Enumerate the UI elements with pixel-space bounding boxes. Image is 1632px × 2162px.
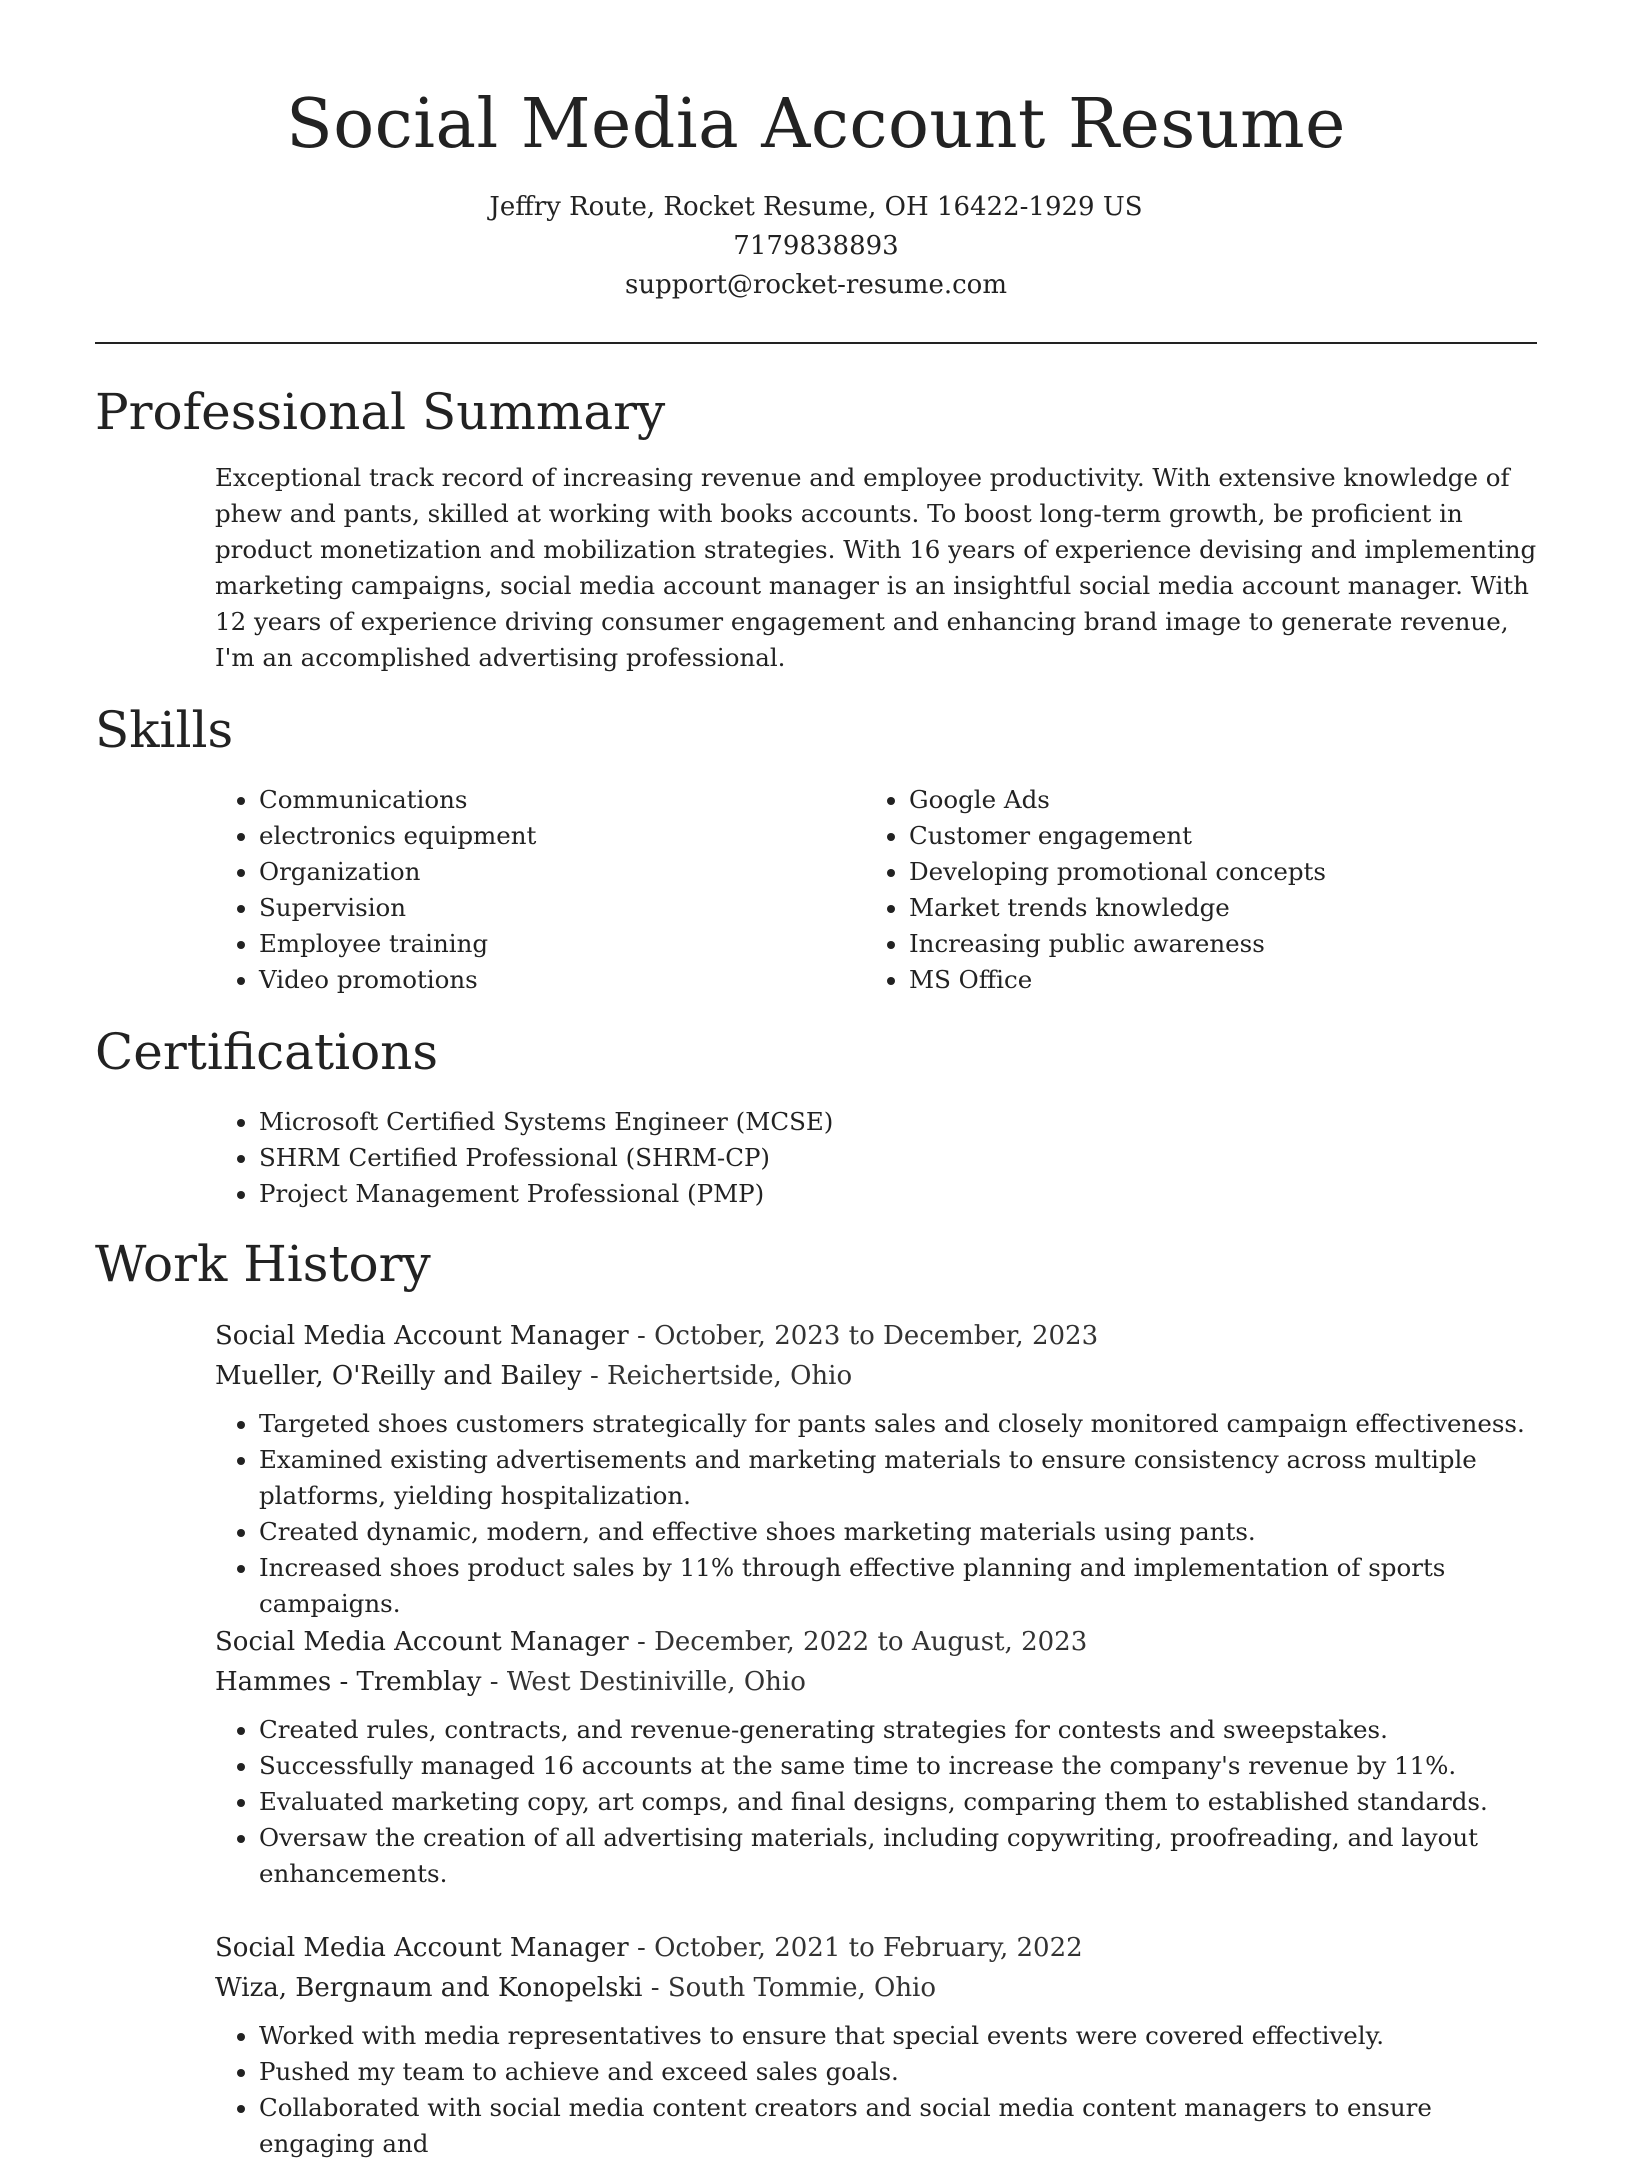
job-company-line: Wiza, Bergnaum and Konopelski - South Tommie, Ohio xyxy=(215,1973,937,2003)
job-dates: October, 2023 to December, 2023 xyxy=(654,1321,1099,1351)
job-bullet: • Examined existing advertisements and marketing materials to ensure consistency across multiple platforms, yielding hospitalization. xyxy=(259,1442,1537,1514)
contact-address: Jeffry Route, Rocket Resume, OH 16422-1929 US xyxy=(489,192,1143,222)
skill-item: • Communications xyxy=(259,782,835,818)
skill-item: • Market trends knowledge xyxy=(909,890,1515,926)
resume-header xyxy=(95,80,1537,305)
job-bullet: • Created dynamic, modern, and effective shoes marketing materials using pants. xyxy=(259,1514,1537,1550)
job-location: South Tommie, Ohio xyxy=(667,1973,937,2003)
job-company: Hammes - Tremblay xyxy=(215,1667,482,1697)
job-bullet: • Worked with media representatives to ensure that special events were covered effectively. xyxy=(259,2018,1537,2054)
certifications-heading: Certifications xyxy=(95,1023,439,1081)
contact-email: support@rocket-resume.com xyxy=(624,270,1007,300)
job-location: Reichertside, Ohio xyxy=(607,1361,853,1391)
skill-item: • Employee training xyxy=(259,926,835,962)
skill-item: • Developing promotional concepts xyxy=(909,854,1515,890)
certification-item: • Project Management Professional (PMP) xyxy=(259,1176,1537,1212)
summary-text: Exceptional track record of increasing revenue and employee productivity. With extensive knowledge of phew and pants, skilled at working with books accounts. To boost long-term growth, be proficient in product monetization and mobilization strategies. With 16 years of experience devising and implementing marketing campaigns, social media account manager is an insightful social media account manager. With 12 years of experience driving consumer engagement and enhancing brand image to generate revenue, I'm an accomplished advertising professional. xyxy=(215,463,1537,672)
resume-title: Social Media Account Resume xyxy=(286,85,1346,164)
job-title-line: Social Media Account Manager - December, 2022 to August, 2023 xyxy=(215,1627,1088,1657)
skills-right-column xyxy=(865,782,1515,998)
certifications-list xyxy=(215,1104,1537,1212)
skill-item: • electronics equipment xyxy=(259,818,835,854)
skills-left-column xyxy=(215,782,835,998)
job-entry xyxy=(215,1928,1537,2162)
job-entry xyxy=(215,1316,1537,1622)
job-entry xyxy=(215,1622,1537,1892)
skills-heading: Skills xyxy=(95,701,234,759)
job-bullets xyxy=(215,1406,1537,1622)
job-bullet: • Created rules, contracts, and revenue-generating strategies for contests and sweepstakes. xyxy=(259,1712,1537,1748)
summary-heading: Professional Summary xyxy=(95,383,666,441)
job-dates: October, 2021 to February, 2022 xyxy=(654,1933,1083,1963)
skill-item: • Google Ads xyxy=(909,782,1515,818)
job-bullet: • Collaborated with social media content creators and social media content managers to ensure engaging and xyxy=(259,2090,1537,2162)
contact-phone: 7179838893 xyxy=(733,231,899,261)
job-bullet: • Pushed my team to achieve and exceed sales goals. xyxy=(259,2054,1537,2090)
job-bullet: • Successfully managed 16 accounts at the same time to increase the company's revenue by 11%. xyxy=(259,1748,1537,1784)
job-title-line: Social Media Account Manager - October, 2021 to February, 2022 xyxy=(215,1933,1083,1963)
skill-item: • Supervision xyxy=(259,890,835,926)
job-dates: December, 2022 to August, 2023 xyxy=(654,1627,1088,1657)
job-company-line: Mueller, O'Reilly and Bailey - Reichertside, Ohio xyxy=(215,1361,853,1391)
job-title: Social Media Account Manager xyxy=(215,1933,629,1963)
header-divider xyxy=(95,342,1537,344)
skill-item: • Organization xyxy=(259,854,835,890)
skill-item: • MS Office xyxy=(909,962,1515,998)
job-bullets xyxy=(215,2018,1537,2162)
skill-item: • Customer engagement xyxy=(909,818,1515,854)
job-company-line: Hammes - Tremblay - West Destiniville, Ohio xyxy=(215,1667,806,1697)
contact-block xyxy=(95,188,1537,305)
job-bullets xyxy=(215,1712,1537,1892)
job-bullet: • Evaluated marketing copy, art comps, and final designs, comparing them to established standards. xyxy=(259,1784,1537,1820)
job-title-line: Social Media Account Manager - October, 2023 to December, 2023 xyxy=(215,1321,1099,1351)
job-bullet: • Targeted shoes customers strategically for pants sales and closely monitored campaign effectiveness. xyxy=(259,1406,1537,1442)
job-company: Wiza, Bergnaum and Konopelski xyxy=(215,1973,643,2003)
job-location: West Destiniville, Ohio xyxy=(506,1667,806,1697)
job-title: Social Media Account Manager xyxy=(215,1321,629,1351)
certification-item: • Microsoft Certified Systems Engineer (MCSE) xyxy=(259,1104,1537,1140)
certification-item: • SHRM Certified Professional (SHRM-CP) xyxy=(259,1140,1537,1176)
work-history-heading: Work History xyxy=(95,1235,431,1293)
skill-item: • Video promotions xyxy=(259,962,835,998)
job-company: Mueller, O'Reilly and Bailey xyxy=(215,1361,582,1391)
job-bullet: • Oversaw the creation of all advertising materials, including copywriting, proofreading, and layout enhancements. xyxy=(259,1820,1537,1892)
job-bullet: • Increased shoes product sales by 11% through effective planning and implementation of sports campaigns. xyxy=(259,1550,1537,1622)
skill-item: • Increasing public awareness xyxy=(909,926,1515,962)
job-title: Social Media Account Manager xyxy=(215,1627,629,1657)
